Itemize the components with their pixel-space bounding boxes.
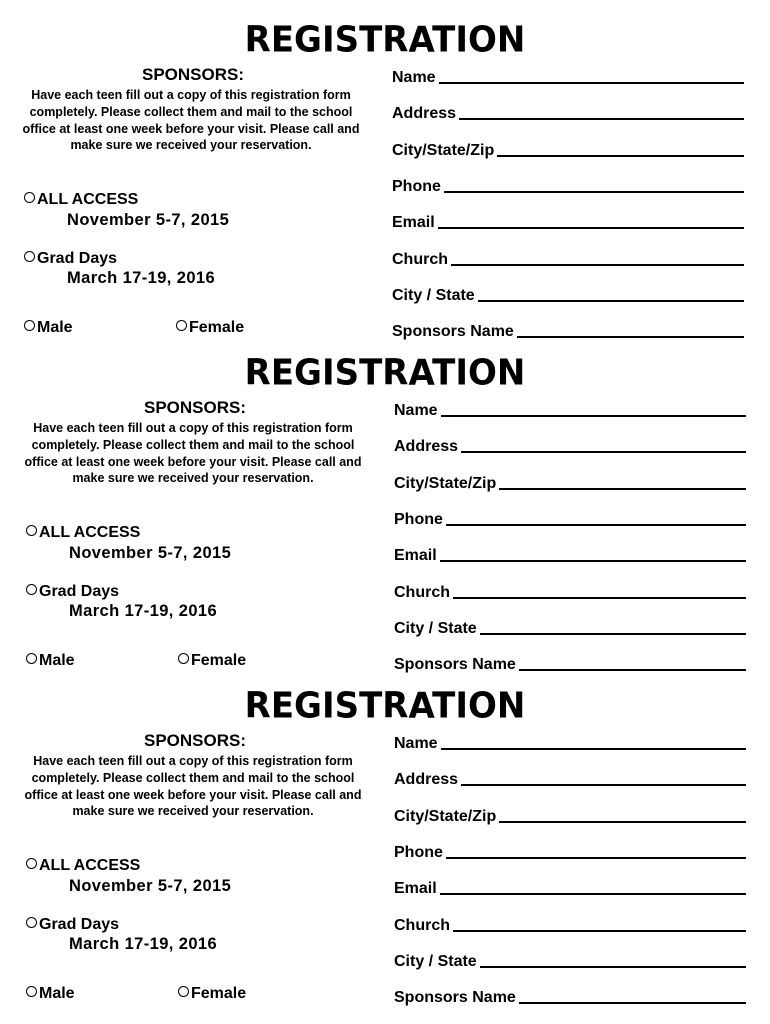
- all-access-option[interactable]: ALL ACCESS: [26, 524, 140, 542]
- fill-line[interactable]: [519, 1002, 746, 1004]
- fill-line[interactable]: [480, 633, 746, 635]
- name-field[interactable]: Name: [392, 67, 744, 87]
- city-state-field[interactable]: City / State: [394, 618, 746, 638]
- fill-line[interactable]: [453, 597, 746, 599]
- city-state-zip-field[interactable]: City/State/Zip: [394, 473, 746, 493]
- city-state-zip-field[interactable]: City/State/Zip: [392, 140, 744, 160]
- radio-circle-icon[interactable]: [26, 525, 37, 536]
- fill-line[interactable]: [446, 857, 746, 859]
- fill-line[interactable]: [444, 191, 744, 193]
- city-state-field[interactable]: City / State: [392, 285, 744, 305]
- fill-line[interactable]: [497, 155, 744, 157]
- address-field[interactable]: Address: [394, 436, 746, 456]
- sponsors-name-field[interactable]: Sponsors Name: [394, 654, 746, 674]
- registration-form-3: [0, 666, 770, 1006]
- grad-days-date: March 17-19, 2016: [69, 602, 218, 620]
- all-access-option[interactable]: ALL ACCESS: [24, 191, 138, 209]
- sponsors-heading: SPONSORS:: [141, 65, 245, 84]
- sponsors-section: [24, 398, 362, 487]
- fill-line[interactable]: [451, 264, 744, 266]
- grad-days-date: March 17-19, 2016: [67, 269, 216, 287]
- sponsors-name-field[interactable]: Sponsors Name: [392, 321, 744, 341]
- male-option[interactable]: Male: [26, 652, 75, 670]
- fill-line[interactable]: [459, 118, 744, 120]
- radio-circle-icon[interactable]: [26, 858, 37, 869]
- grad-days-option[interactable]: Grad Days: [26, 583, 119, 601]
- church-field[interactable]: Church: [392, 249, 744, 269]
- radio-circle-icon[interactable]: [24, 192, 35, 203]
- grad-days-option[interactable]: Grad Days: [26, 916, 119, 934]
- male-option[interactable]: Male: [26, 985, 75, 1003]
- fill-line[interactable]: [441, 748, 746, 750]
- fill-line[interactable]: [499, 488, 746, 490]
- email-field[interactable]: Email: [392, 212, 744, 232]
- fill-line[interactable]: [461, 451, 746, 453]
- fill-line[interactable]: [478, 300, 744, 302]
- fill-line[interactable]: [446, 524, 746, 526]
- form-title: REGISTRATION: [244, 19, 526, 61]
- all-access-date: November 5-7, 2015: [69, 544, 232, 562]
- all-access-date: November 5-7, 2015: [69, 877, 232, 895]
- all-access-date: November 5-7, 2015: [67, 211, 230, 229]
- church-field[interactable]: Church: [394, 582, 746, 602]
- fill-line[interactable]: [441, 415, 746, 417]
- radio-circle-icon[interactable]: [24, 320, 35, 331]
- phone-field[interactable]: Phone: [394, 509, 746, 529]
- radio-circle-icon[interactable]: [176, 320, 187, 331]
- registration-form-2: [0, 333, 770, 673]
- sponsors-section: [24, 731, 362, 820]
- radio-circle-icon[interactable]: [26, 986, 37, 997]
- email-field[interactable]: Email: [394, 878, 746, 898]
- fill-line[interactable]: [440, 560, 746, 562]
- grad-days-date: March 17-19, 2016: [69, 935, 218, 953]
- female-option[interactable]: Female: [178, 652, 246, 670]
- fill-line[interactable]: [461, 784, 746, 786]
- church-field[interactable]: Church: [394, 915, 746, 935]
- female-option[interactable]: Female: [178, 985, 246, 1003]
- radio-circle-icon[interactable]: [26, 917, 37, 928]
- fill-line[interactable]: [453, 930, 746, 932]
- city-state-field[interactable]: City / State: [394, 951, 746, 971]
- fill-line[interactable]: [480, 966, 746, 968]
- form-title: REGISTRATION: [244, 685, 526, 727]
- radio-circle-icon[interactable]: [26, 653, 37, 664]
- instructions-text: Have each teen fill out a copy of this registration form completely. Please collect them and mail to the school office at least one week before your visit. Please call and make sure we received your reservation.: [24, 754, 362, 819]
- radio-circle-icon[interactable]: [178, 986, 189, 997]
- radio-circle-icon[interactable]: [26, 584, 37, 595]
- city-state-zip-field[interactable]: City/State/Zip: [394, 806, 746, 826]
- email-field[interactable]: Email: [394, 545, 746, 565]
- fill-line[interactable]: [438, 227, 744, 229]
- name-field[interactable]: Name: [394, 400, 746, 420]
- fill-line[interactable]: [499, 821, 746, 823]
- sponsors-name-field[interactable]: Sponsors Name: [394, 987, 746, 1007]
- grad-days-option[interactable]: Grad Days: [24, 250, 117, 268]
- fill-line[interactable]: [439, 82, 744, 84]
- sponsors-section: [22, 65, 360, 154]
- radio-circle-icon[interactable]: [178, 653, 189, 664]
- sponsors-heading: SPONSORS:: [143, 398, 247, 417]
- female-option[interactable]: Female: [176, 319, 244, 337]
- instructions-text: Have each teen fill out a copy of this registration form completely. Please collect them and mail to the school office at least one week before your visit. Please call and make sure we received your reservation.: [22, 88, 360, 153]
- form-title: REGISTRATION: [244, 352, 526, 394]
- fill-line[interactable]: [440, 893, 746, 895]
- male-option[interactable]: Male: [24, 319, 73, 337]
- all-access-option[interactable]: ALL ACCESS: [26, 857, 140, 875]
- address-field[interactable]: Address: [394, 769, 746, 789]
- phone-field[interactable]: Phone: [394, 842, 746, 862]
- radio-circle-icon[interactable]: [24, 251, 35, 262]
- address-field[interactable]: Address: [392, 103, 744, 123]
- phone-field[interactable]: Phone: [392, 176, 744, 196]
- instructions-text: Have each teen fill out a copy of this registration form completely. Please collect them and mail to the school office at least one week before your visit. Please call and make sure we received your reservation.: [24, 421, 362, 486]
- registration-form-1: [0, 0, 770, 340]
- sponsors-heading: SPONSORS:: [143, 731, 247, 750]
- name-field[interactable]: Name: [394, 733, 746, 753]
